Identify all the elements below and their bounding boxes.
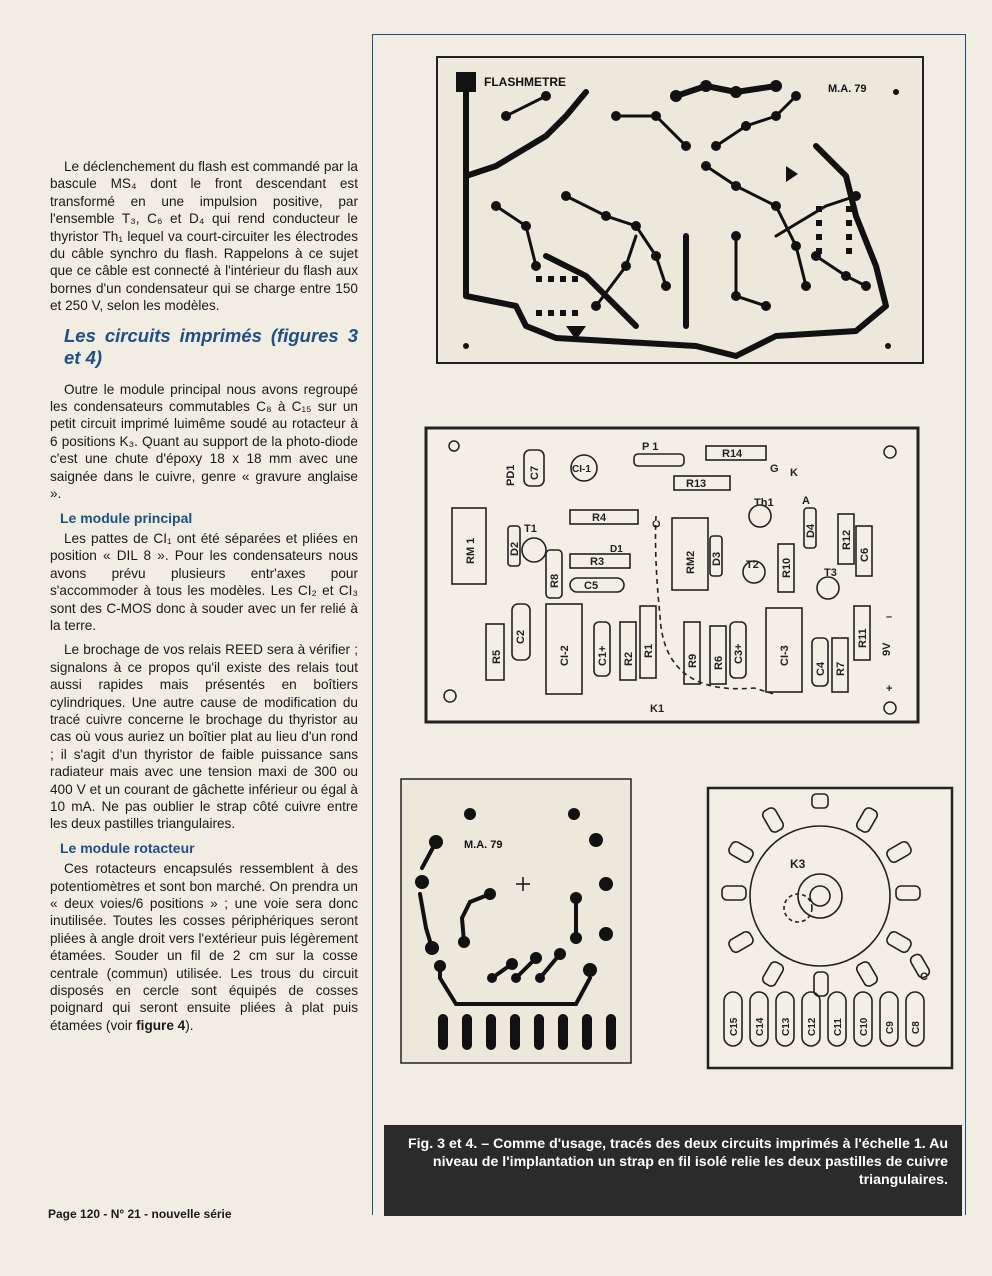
svg-text:K: K xyxy=(790,467,798,479)
svg-text:A: A xyxy=(802,495,810,507)
pcb-copper-small xyxy=(400,778,632,1064)
svg-text:D3: D3 xyxy=(711,551,723,566)
svg-text:C7: C7 xyxy=(529,465,541,480)
svg-text:C1+: C1+ xyxy=(597,645,609,666)
subheading-module-rotacteur: Le module rotacteur xyxy=(60,839,195,856)
svg-text:C3+: C3+ xyxy=(733,643,745,664)
svg-text:R8: R8 xyxy=(549,573,561,588)
page-footer: Page 120 - N° 21 - nouvelle série xyxy=(48,1207,232,1221)
svg-text:PD1: PD1 xyxy=(505,464,517,486)
svg-text:RM 1: RM 1 xyxy=(465,537,477,564)
pcb-component-layout xyxy=(424,426,920,724)
svg-text:R5: R5 xyxy=(491,649,503,664)
svg-text:R2: R2 xyxy=(623,651,635,666)
pcb3-mark: M.A. 79 xyxy=(464,839,503,851)
svg-text:T2: T2 xyxy=(746,559,759,571)
pcb-rotary-layout xyxy=(706,786,954,1070)
svg-text:R11: R11 xyxy=(857,628,869,648)
svg-text:Th1: Th1 xyxy=(754,497,774,509)
svg-text:R4: R4 xyxy=(592,512,607,524)
cap-label: C15 xyxy=(729,1017,740,1036)
paragraph-2: Outre le module principal nous avons regroupé les condensateurs commutables C₈ à C₁₅ sur un petit circuit imprimé luimême soudé au rotacteur à 6 positions K₃. Quant au support de la photo-diode c'est une chute d'époxy 18 x 18 mm avec une saignée dans le cuivre, genre « gravure anglaise ». xyxy=(50,381,358,502)
svg-text:C6: C6 xyxy=(859,547,871,562)
svg-text:D2: D2 xyxy=(509,541,521,556)
cap-label: C11 xyxy=(833,1018,844,1036)
svg-text:R3: R3 xyxy=(590,556,605,568)
svg-text:9V: 9V xyxy=(881,642,893,656)
cap-label: C12 xyxy=(807,1017,818,1036)
svg-text:R13: R13 xyxy=(686,478,707,490)
svg-text:CI-2: CI-2 xyxy=(559,645,571,666)
svg-text:C5: C5 xyxy=(584,580,599,592)
paragraph-3: Les pattes de CI₁ ont été séparées et pliées en position « DIL 8 ». Pour les condensateurs nous avons prévu plusieurs entr'axes pour s'accommoder à tous les modèles. Les CI₂ et CI₃ sont des C-MOS donc à souder avec un fer relié à la terre. xyxy=(50,530,358,633)
paragraph-4: Le brochage de vos relais REED sera à vérifier ; signalons à ce propos qu'il existe des relais tout aussi rapides mais présentés en boîtiers cylindriques. Une autre cause de modification du tracé cuivre concerne le brochage du thyristor au cas où vous auriez un boîtier plat au lieu d'un rond ; il s'agit d'un thyristor de faible puissance sans radiateur mais avec une tension maxi de 300 ou 400 V et un courant de gâchette inférieur ou égal à 10 mA. Ne pas oublier le strap côté cuivre entre les deux pastilles triangulaires. xyxy=(50,642,358,832)
svg-text:R12: R12 xyxy=(841,529,853,550)
figure-caption: Fig. 3 et 4. – Comme d'usage, tracés des deux circuits imprimés à l'échelle 1. Au niveau de l'implantation un strap en fil isolé relie les deux pastilles de cuivre triangulaires. xyxy=(384,1125,962,1216)
section-heading: Les circuits imprimés (figures 3 et 4) xyxy=(64,324,358,368)
cap-label: C8 xyxy=(911,1021,922,1034)
subheading-module-principal: Le module principal xyxy=(60,509,193,526)
svg-text:CI-3: CI-3 xyxy=(779,645,791,666)
svg-text:RM2: RM2 xyxy=(685,550,697,574)
pcb-copper-main xyxy=(436,56,924,364)
cap-label: C10 xyxy=(859,1017,870,1036)
svg-text:–: – xyxy=(886,611,893,623)
svg-text:K1: K1 xyxy=(650,703,665,715)
svg-text:P 1: P 1 xyxy=(642,441,659,453)
svg-text:C: C xyxy=(920,971,928,983)
pcb1-title: FLASHMETRE xyxy=(484,75,566,89)
svg-text:R1: R1 xyxy=(643,643,655,658)
svg-text:R14: R14 xyxy=(722,448,743,460)
paragraph-5: Ces rotacteurs encapsulés ressemblent à des potentiomètres et sont bon marché. On prendra un « deux voies/6 positions » ; une voie sera donc inutilisée. Toutes les cosses périphériques seront pliées à angle droit vers l'extérieur puis légèrement étamées. Souder un fil de 2 cm sur la cosse centrale (commun) utilisée. Les trous du circuit disposés en cercle sont équipés de cosses poignard qui seront ensuite pliées à plat puis étamées (voir figure 4). xyxy=(50,861,358,1033)
paragraph-1: Le déclenchement du flash est commandé par la bascule MS₄ dont le front descendant est transformé en une impulsion positive, par l'ensemble T₃, C₆ et D₄ qui rend conducteur le thyristor Th₁ lequel va court-circuiter les électrodes du câble synchro du flash. Rappelons à ce sujet que ce câble est connecté à l'intérieur du flash aux bornes d'un condensateur qui se charge entre 150 et 250 V, selon les modèles. xyxy=(50,159,358,314)
svg-text:D1: D1 xyxy=(610,544,623,555)
svg-text:R7: R7 xyxy=(835,661,847,676)
svg-text:C: C xyxy=(651,520,663,528)
svg-text:T1: T1 xyxy=(524,523,537,535)
svg-text:CI-1: CI-1 xyxy=(572,464,591,475)
cap-label: C9 xyxy=(885,1021,896,1034)
svg-text:T3: T3 xyxy=(824,567,837,579)
figure-reference: figure 4 xyxy=(136,1017,186,1033)
svg-text:C2: C2 xyxy=(515,629,527,644)
svg-text:G: G xyxy=(770,463,779,475)
svg-text:+: + xyxy=(886,683,893,695)
svg-text:D4: D4 xyxy=(805,523,817,538)
svg-text:R9: R9 xyxy=(687,653,699,668)
cap-label: C14 xyxy=(755,1017,766,1036)
cap-label: C13 xyxy=(781,1017,792,1036)
svg-text:R6: R6 xyxy=(713,655,725,670)
svg-text:C4: C4 xyxy=(815,661,827,676)
article-text xyxy=(50,158,358,1041)
k3-label: K3 xyxy=(790,857,806,871)
pcb1-mark: M.A. 79 xyxy=(828,83,867,95)
svg-text:R10: R10 xyxy=(781,557,793,578)
